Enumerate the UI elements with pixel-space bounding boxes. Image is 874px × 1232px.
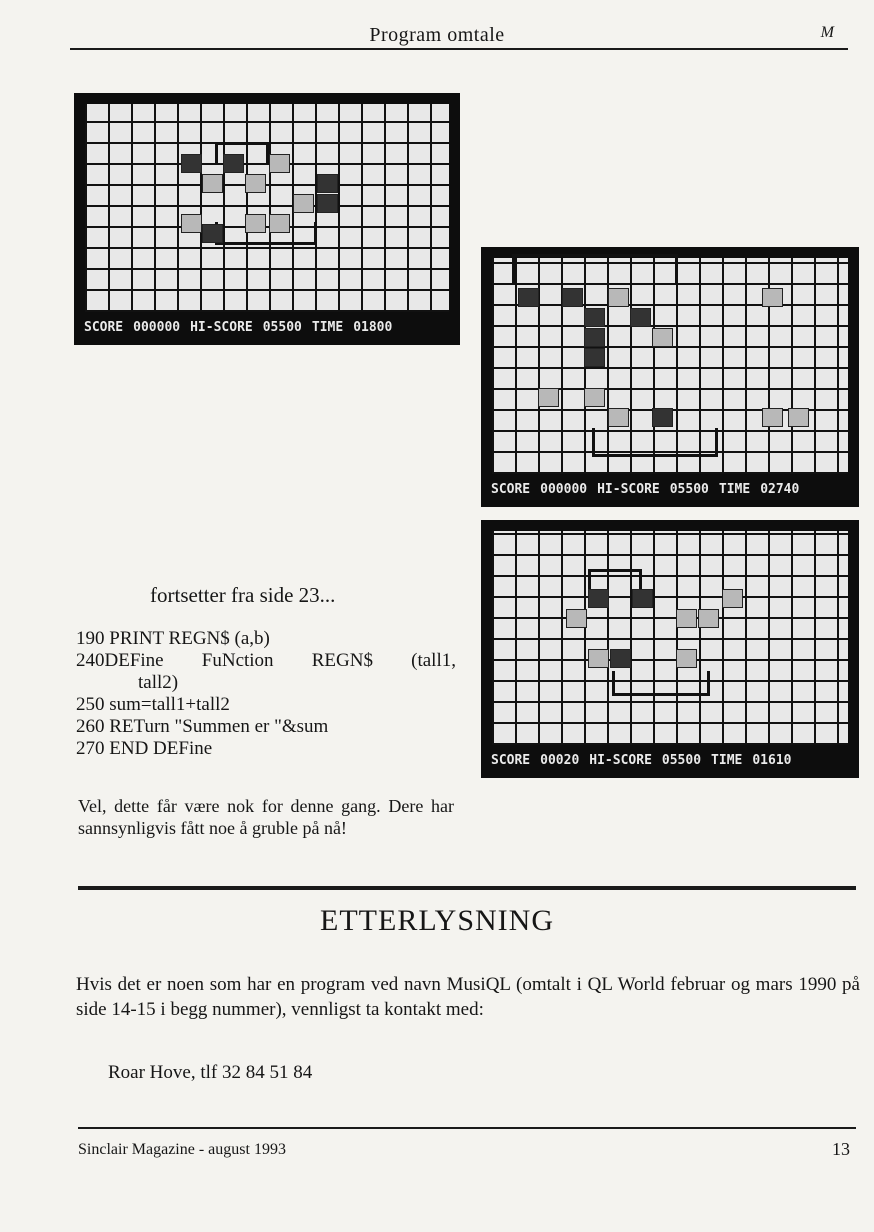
game-screenshot-3 bbox=[481, 520, 859, 778]
code-line: 270 END DEFine bbox=[76, 738, 213, 759]
header-rule bbox=[70, 48, 848, 50]
code-line: 240DEFine FuNction REGN$ (tall1, bbox=[76, 650, 456, 671]
code-line: tall2) bbox=[138, 672, 179, 693]
game-status-bar: SCORE 000000 HI-SCORE 05500 TIME 02740 bbox=[488, 480, 852, 500]
code-line: 260 RETurn "Summen er "&sum bbox=[76, 716, 329, 737]
game-screenshot-1 bbox=[74, 93, 460, 345]
game-screenshot-2 bbox=[481, 247, 859, 507]
basic-code-listing bbox=[76, 628, 456, 760]
continued-note: fortsetter fra side 23... bbox=[150, 583, 336, 607]
section-heading: ETTERLYSNING bbox=[320, 904, 554, 937]
notice-paragraph: Hvis det er noen som har en program ved navn MusiQL (omtalt i QL World februar og mars 1990 på side 14-15 i begg nummer), vennligst ta kontakt med: bbox=[76, 974, 860, 1020]
footer-rule bbox=[78, 1127, 856, 1129]
page-title: Program omtale bbox=[369, 24, 505, 46]
closing-paragraph: Vel, dette får være nok for denne gang. Dere har sannsynligvis fått noe å gruble på nå! bbox=[78, 796, 454, 838]
game-status-bar: SCORE 000000 HI-SCORE 05500 TIME 01800 bbox=[81, 318, 453, 338]
footer-magazine: Sinclair Magazine - august 1993 bbox=[78, 1141, 286, 1158]
page-number: 13 bbox=[832, 1139, 850, 1159]
page-handwritten-mark: M bbox=[820, 24, 834, 41]
section-rule bbox=[78, 886, 856, 890]
contact-line: Roar Hove, tlf 32 84 51 84 bbox=[108, 1062, 313, 1083]
game-status-bar: SCORE 00020 HI-SCORE 05500 TIME 01610 bbox=[488, 751, 852, 771]
code-line: 250 sum=tall1+tall2 bbox=[76, 694, 230, 715]
code-line: 190 PRINT REGN$ (a,b) bbox=[76, 628, 270, 649]
